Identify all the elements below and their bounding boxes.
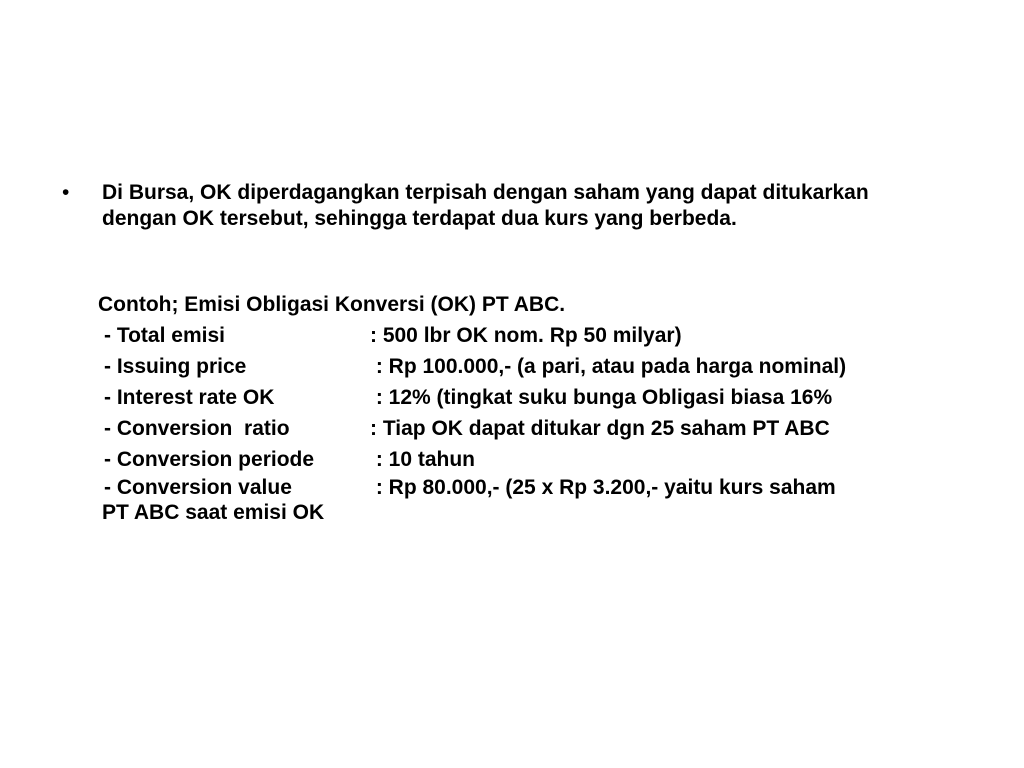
spec-continuation: PT ABC saat emisi OK [102, 501, 325, 524]
spec-row-issuing-price [98, 351, 978, 382]
spec-label: - Total emisi [104, 324, 225, 347]
spec-row-interest-rate [98, 382, 978, 413]
spec-row-total-emisi [98, 320, 978, 351]
bullet-block [62, 180, 922, 232]
example-title: Contoh; Emisi Obligasi Konversi (OK) PT ABC. [98, 293, 566, 316]
spec-row-conversion-periode [98, 444, 978, 475]
bullet-item [62, 180, 922, 232]
spec-label: - Issuing price [104, 355, 247, 378]
spec-label: - Interest rate OK [104, 386, 275, 409]
bullet-text: Di Bursa, OK diperdagangkan terpisah dengan saham yang dapat ditukarkan dengan OK tersebut, sehingga terdapat dua kurs yang berbeda. [102, 181, 869, 230]
spec-value: : Tiap OK dapat ditukar dgn 25 saham PT ABC [370, 417, 830, 440]
spec-value: : 10 tahun [370, 448, 476, 471]
spec-row-conversion-value [98, 475, 978, 501]
spec-row-conversion-ratio [98, 413, 978, 444]
bullet-dot-icon: • [62, 181, 70, 204]
spec-value: : 12% (tingkat suku bunga Obligasi biasa 16% [370, 386, 833, 409]
spec-label: - Conversion periode [104, 448, 315, 471]
spec-value: : Rp 80.000,- (25 x Rp 3.200,- yaitu kurs saham [370, 476, 836, 499]
spec-value: : Rp 100.000,- (a pari, atau pada harga nominal) [370, 355, 847, 378]
spec-label: - Conversion value [104, 476, 292, 499]
spec-value: : 500 lbr OK nom. Rp 50 milyar) [370, 324, 682, 347]
example-block [98, 290, 978, 525]
spec-label: - Conversion ratio [104, 417, 290, 440]
